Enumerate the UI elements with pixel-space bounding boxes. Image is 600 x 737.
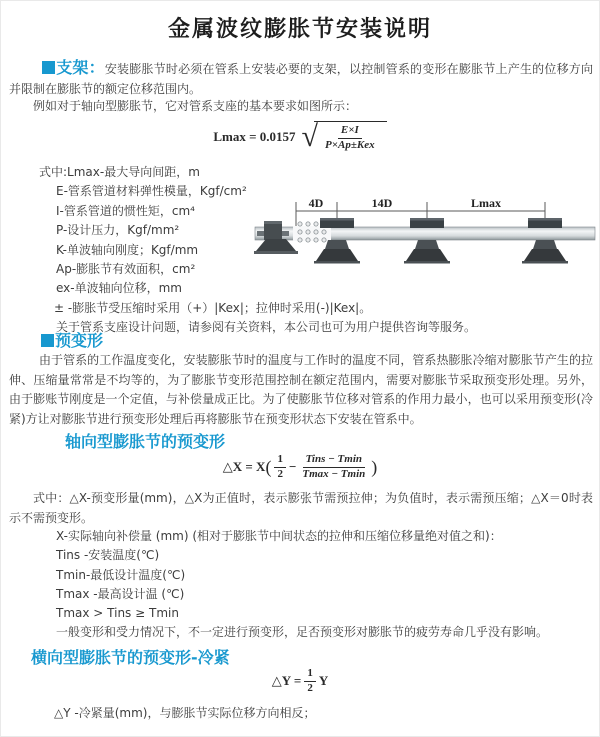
half-fraction bbox=[304, 667, 316, 696]
radical-sign-icon: √ bbox=[301, 119, 319, 153]
dim-label-4d: 4D bbox=[308, 196, 324, 210]
variable-line: ex-单波轴向位移，mm bbox=[56, 281, 182, 296]
pipe-support-spacing-diagram bbox=[249, 191, 600, 287]
predeform-section-heading bbox=[41, 328, 103, 351]
variable-line: Ap-膨胀节有效面积，cm² bbox=[56, 262, 196, 277]
axial-formula-lhs: △X = X bbox=[222, 459, 266, 475]
lateral-formula-lhs: △Y = bbox=[271, 673, 302, 689]
half-fraction bbox=[274, 453, 286, 482]
minus-sign: − bbox=[288, 459, 297, 475]
variable-line: P-设计压力，Kgf/mm² bbox=[56, 223, 180, 238]
fraction-denominator: P×Ap±Kex bbox=[325, 138, 375, 151]
support-paragraph bbox=[9, 58, 593, 99]
support-example-line: 例如对于轴向型膨胀节，它对管系支座的基本要求如图所示： bbox=[33, 99, 358, 113]
variable-line: X-实际轴向补偿量 (mm) (相对于膨胀节中间状态的拉伸和压缩位移量绝对值之和)： bbox=[56, 529, 502, 543]
support-note-line: 关于管系支座设计问题，请参阅有关资料，本公司也可为用户提供咨询等服务。 bbox=[56, 320, 477, 335]
dim-label-lmax: Lmax bbox=[471, 196, 501, 210]
fraction-numerator: 1 bbox=[274, 453, 286, 468]
axial-subsection-heading: 轴向型膨胀节的预变形 bbox=[65, 432, 226, 451]
axial-predeform-formula bbox=[1, 453, 599, 482]
fraction-numerator: E×I bbox=[338, 124, 362, 139]
lmax-formula bbox=[1, 121, 599, 153]
note-line: 一般变形和受力情况下，不一定进行预变形，足否预变形对膨胀节的疲劳寿命几乎没有影响。 bbox=[56, 625, 549, 640]
variable-line: ± -膨胀节受压缩时采用（+）|Kex|；拉伸时采用(-)|Kex|。 bbox=[54, 300, 372, 315]
axial-formula-description: 式中：△X-预变形量(mm)，△X为正值时，表示膨张节需预拉伸；为负值时，表示需预压缩；△X＝0时表示不需预变形。 bbox=[9, 491, 593, 525]
variable-line: Tmax -最高设计温 (℃) bbox=[56, 586, 185, 601]
lateral-note-line: △Y -冷紧量(mm)，与膨胀节实际位移方向相反； bbox=[54, 706, 316, 720]
section-square-icon bbox=[41, 334, 54, 347]
fraction-numerator: 1 bbox=[304, 667, 316, 682]
predeform-heading-label: 预变形 bbox=[55, 331, 104, 350]
temperature-fraction bbox=[299, 453, 368, 482]
section-square-icon bbox=[42, 61, 55, 74]
variable-line: I-管系管道的惯性矩，cm⁴ bbox=[56, 203, 195, 218]
left-paren: ( bbox=[265, 456, 272, 477]
fraction-denominator: 2 bbox=[277, 467, 283, 480]
fraction-numerator: Tins − Tmin bbox=[303, 453, 365, 468]
axial-variable-list bbox=[9, 527, 593, 643]
fraction-denominator: Tmax − Tmin bbox=[302, 467, 366, 480]
variable-line: Tmin-最低设计温度(℃) bbox=[56, 567, 186, 582]
lmax-formula-lhs: Lmax = 0.0157 bbox=[213, 128, 296, 144]
variable-line: 式中:Lmax-最大导向间距，m bbox=[39, 165, 200, 179]
dim-label-14d: 14D bbox=[371, 196, 393, 210]
variable-line: Tins -安装温度(℃) bbox=[56, 548, 160, 563]
lateral-subsection-heading: 横向型膨胀节的预变形-冷紧 bbox=[31, 648, 230, 667]
lateral-predeform-formula bbox=[1, 667, 599, 696]
support-intro-text: 安装膨胀节时必须在管系上安装必要的支架，以控制管系的变形在膨胀节上产生的位移方向并限制在膨胀节的额定位移范围内。 bbox=[9, 62, 593, 96]
variable-line: Tmax > Tins ≥ Tmin bbox=[56, 606, 179, 621]
predeform-paragraph: 由于管系的工作温度变化，安装膨胀节时的温度与工作时的温度不同，管系热膨胀冷缩对膨胀节产生的拉伸、压缩量常常是不均等的，为了膨胀节变形范围控制在额定范围内，需要对膨胀节采取预变形处理。另外，由于膨账节刚度是一个定值，与补偿量成正比。为了使膨胀节位移对管系的作用力最小，也可以采用预变形(冷紧)方让对膨胀节进行预变形处理后再将膨胀节在预变形状态下安装在管系中。 bbox=[9, 353, 593, 426]
lateral-formula-rhs: Y bbox=[318, 673, 329, 689]
page-title: 金属波纹膨胀节安装说明 bbox=[167, 17, 432, 42]
variable-line: E-管系管道材料弹性模量，Kgf/cm² bbox=[56, 184, 247, 199]
support-section-heading bbox=[42, 58, 105, 77]
guide-support-icon bbox=[522, 218, 568, 264]
variable-line: K-单波轴向刚度；Kgf/mm bbox=[56, 242, 199, 257]
sqrt-radical bbox=[302, 121, 387, 153]
radicand-fraction bbox=[322, 124, 378, 153]
right-paren: ) bbox=[371, 456, 378, 477]
radicand bbox=[314, 121, 387, 153]
fraction-denominator: 2 bbox=[307, 681, 313, 694]
guide-support-icon bbox=[404, 218, 450, 264]
support-heading-label: 支架： bbox=[56, 58, 105, 77]
